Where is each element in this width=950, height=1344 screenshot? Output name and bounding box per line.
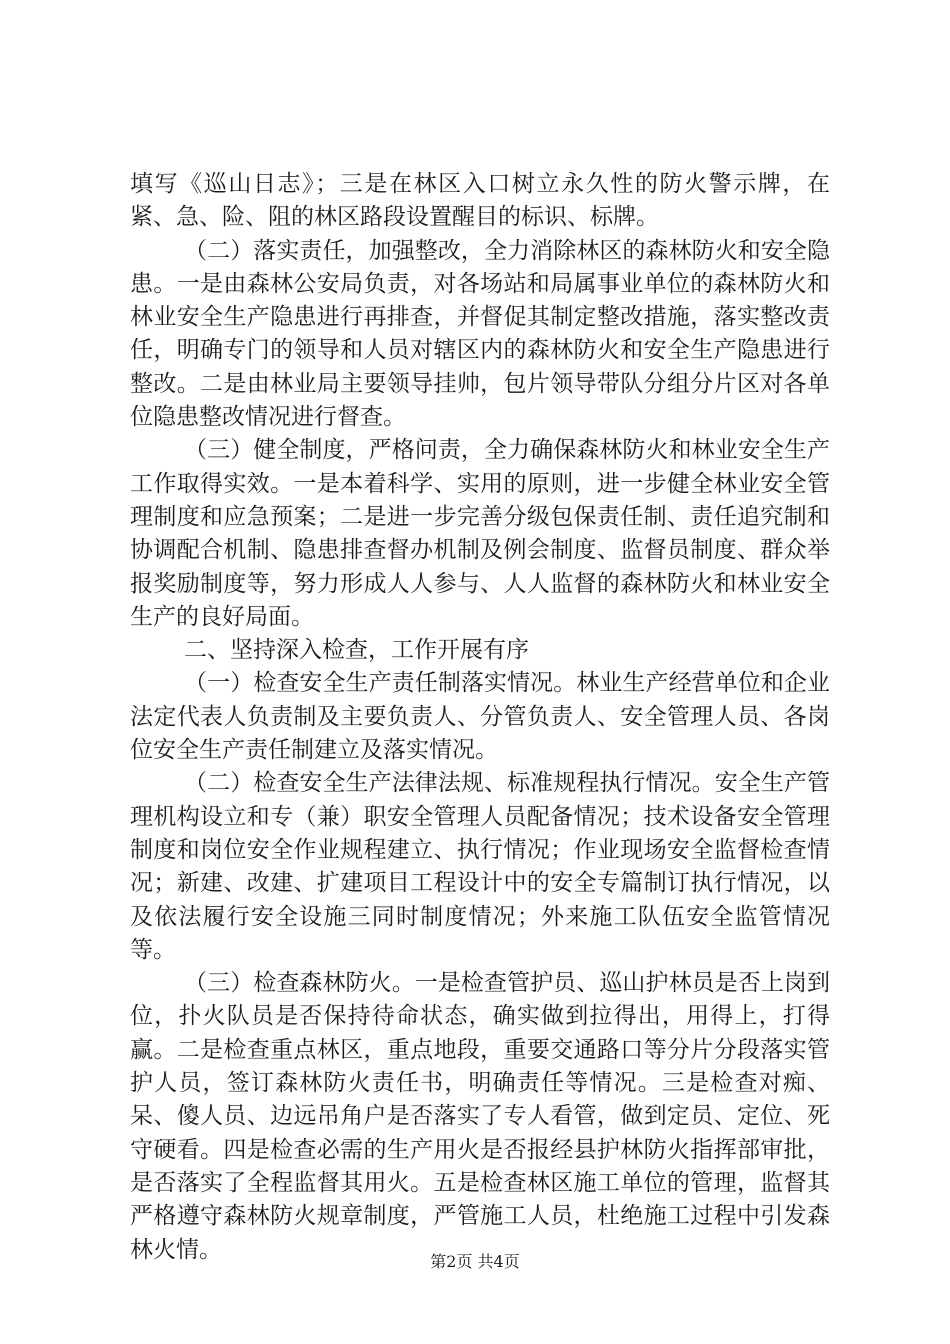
- document-body: [130, 168, 830, 1267]
- page-number-footer: 第2页 共4页: [430, 1252, 520, 1271]
- paragraph-check-1: （一）检查安全生产责任制落实情况。林业生产经营单位和企业法定代表人负责制及主要负责人、分管负责人、安全管理人员、各岗位安全生产责任制建立及落实情况。: [130, 670, 830, 764]
- section-heading: 二、坚持深入检查，工作开展有序: [184, 637, 530, 664]
- paragraph-section-2: （二）落实责任，加强整改，全力消除林区的森林防火和安全隐患。一是由森林公安局负责，对各场站和局属事业单位的森林防火和林业安全生产隐患进行再排查，并督促其制定整改措施，落实整改责任，明确专门的领导和人员对辖区内的森林防火和安全生产隐患进行整改。二是由林业局主要领导挂帅，包片领导带队分组分片区对各单位隐患整改情况进行督查。: [130, 237, 830, 431]
- paragraph-section-3: （三）健全制度，严格问责，全力确保森林防火和林业安全生产工作取得实效。一是本着科学、实用的原则，进一步健全林业安全管理制度和应急预案；二是进一步完善分级包保责任制、责任追究制和协调配合机制、隐患排查督办机制及例会制度、监督员制度、群众举报奖励制度等，努力形成人人参与、人人监督的森林防火和林业安全生产的良好局面。: [130, 437, 830, 630]
- paragraph-check-3: （三）检查森林防火。一是检查管护员、巡山护林员是否上岗到位，扑火队员是否保持待命状态，确实做到拉得出，用得上，打得赢。二是检查重点林区，重点地段，重要交通路口等分片分段落实管护人员，签订森林防火责任书，明确责任等情况。三是检查对痴、呆、傻人员、边远吊角户是否落实了专人看管，做到定员、定位、死守硬看。四是检查必需的生产用火是否报经县护林防火指挥部审批，是否落实了全程监督其用火。五是检查林区施工单位的管理，监督其严格遵守森林防火规章制度，严管施工人员，杜绝施工过程中引发森林火情。: [130, 970, 830, 1263]
- paragraph-continuation: 填写《巡山日志》；三是在林区入口树立永久性的防火警示牌，在紧、急、险、阻的林区路段设置醒目的标识、标牌。: [130, 171, 830, 231]
- paragraph-check-2: （二）检查安全生产法律法规、标准规程执行情况。安全生产管理机构设立和专（兼）职安全管理人员配备情况；技术设备安全管理制度和岗位安全作业规程建立、执行情况；作业现场安全监督检查情况；新建、改建、扩建项目工程设计中的安全专篇制订执行情况，以及依法履行安全设施三同时制度情况；外来施工队伍安全监管情况等。: [130, 770, 830, 963]
